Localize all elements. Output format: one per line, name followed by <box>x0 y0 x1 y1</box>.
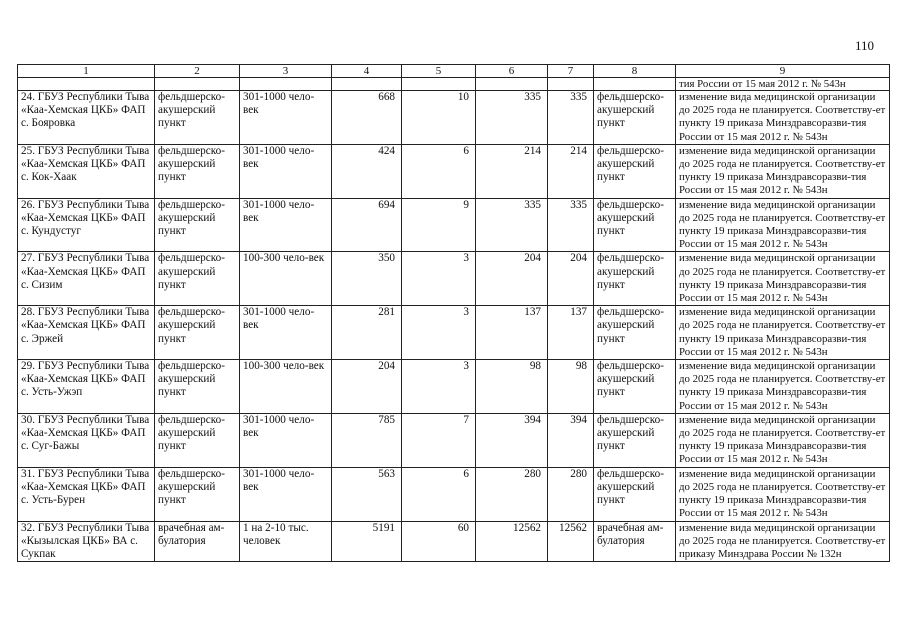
header-row <box>18 65 890 78</box>
cell-c4: 785 <box>332 413 402 467</box>
cell-c6: 137 <box>476 306 548 360</box>
table-row <box>18 467 890 521</box>
cell-c3: 301-1000 чело-век <box>240 413 332 467</box>
table-row <box>18 144 890 198</box>
cell-c1: 29. ГБУЗ Республики Тыва «Каа-Хемская ЦКБ» ФАП с. Усть-Ужэп <box>18 360 155 414</box>
cell-c4: 694 <box>332 198 402 252</box>
cell-c5: 7 <box>402 413 476 467</box>
facilities-table <box>17 64 890 562</box>
cell-c1: 32. ГБУЗ Республики Тыва «Кызылская ЦКБ» ВА с. Сукпак <box>18 521 155 562</box>
cell-c7: 214 <box>548 144 594 198</box>
cell-c5: 3 <box>402 306 476 360</box>
cell-c2: врачебная ам-булатория <box>155 521 240 562</box>
cell-c2: фельдшерско-акушерский пункт <box>155 198 240 252</box>
cell-c7: 12562 <box>548 521 594 562</box>
cell-c8: фельдшерско-акушерский пункт <box>594 144 676 198</box>
cell-c1: 25. ГБУЗ Республики Тыва «Каа-Хемская ЦКБ» ФАП с. Кок-Хаак <box>18 144 155 198</box>
cell-c1: 27. ГБУЗ Республики Тыва «Каа-Хемская ЦКБ» ФАП с. Сизим <box>18 252 155 306</box>
cell-c5: 6 <box>402 467 476 521</box>
cell-c8: фельдшерско-акушерский пункт <box>594 413 676 467</box>
cell-c8: фельдшерско-акушерский пункт <box>594 306 676 360</box>
cell-c4: 204 <box>332 360 402 414</box>
cell-c8: фельдшерско-акушерский пункт <box>594 467 676 521</box>
table-row <box>18 306 890 360</box>
cell-c7: 335 <box>548 198 594 252</box>
cell-c8: фельдшерско-акушерский пункт <box>594 91 676 145</box>
cell-c4: 281 <box>332 306 402 360</box>
column-header: 4 <box>332 65 402 78</box>
cell-c5: 3 <box>402 252 476 306</box>
cell-c3: 301-1000 чело-век <box>240 144 332 198</box>
cell-c9: изменение вида медицинской организации до 2025 года не планируется. Соответству-ет пункту 19 приказа Минздравсоразви-тия России от 15 мая 2012 г. № 543н <box>676 467 890 521</box>
cell-c7: 394 <box>548 413 594 467</box>
cell-c6: 214 <box>476 144 548 198</box>
cell-c5: 60 <box>402 521 476 562</box>
cell-c6: 335 <box>476 91 548 145</box>
table-row <box>18 198 890 252</box>
cell-c4: 5191 <box>332 521 402 562</box>
cell-c7: 204 <box>548 252 594 306</box>
cell-c1: 24. ГБУЗ Республики Тыва «Каа-Хемская ЦКБ» ФАП с. Бояровка <box>18 91 155 145</box>
cell-c3: 1 на 2-10 тыс. человек <box>240 521 332 562</box>
table-row <box>18 521 890 562</box>
cell-c4: 350 <box>332 252 402 306</box>
cell-c1: 28. ГБУЗ Республики Тыва «Каа-Хемская ЦКБ» ФАП с. Эржей <box>18 306 155 360</box>
cell-c1: 31. ГБУЗ Республики Тыва «Каа-Хемская ЦКБ» ФАП с. Усть-Бурен <box>18 467 155 521</box>
cell-c3: 100-300 чело-век <box>240 360 332 414</box>
cell-c7: 137 <box>548 306 594 360</box>
cell-c7: 335 <box>548 91 594 145</box>
cell-c3: 301-1000 чело-век <box>240 306 332 360</box>
column-header: 5 <box>402 65 476 78</box>
cell-c6: 335 <box>476 198 548 252</box>
cell-c5: 6 <box>402 144 476 198</box>
cell-c9: изменение вида медицинской организации до 2025 года не планируется. Соответству-ет приказу Минздрава России № 132н <box>676 521 890 562</box>
column-header: 3 <box>240 65 332 78</box>
cell-c9: изменение вида медицинской организации до 2025 года не планируется. Соответству-ет пункту 19 приказа Минздравсоразви-тия России от 15 мая 2012 г. № 543н <box>676 413 890 467</box>
cell-c8: фельдшерско-акушерский пункт <box>594 252 676 306</box>
cell-c7: 280 <box>548 467 594 521</box>
cell-c4: 424 <box>332 144 402 198</box>
cell-c6: 98 <box>476 360 548 414</box>
column-header: 9 <box>676 65 890 78</box>
cell-c4: 563 <box>332 467 402 521</box>
column-header: 6 <box>476 65 548 78</box>
cell-c8: фельдшерско-акушерский пункт <box>594 360 676 414</box>
cell-c5: 3 <box>402 360 476 414</box>
cell-c3: 301-1000 чело-век <box>240 467 332 521</box>
cell-c9: изменение вида медицинской организации до 2025 года не планируется. Соответству-ет пункту 19 приказа Минздравсоразви-тия России от 15 мая 2012 г. № 543н <box>676 360 890 414</box>
cell-c2: фельдшерско-акушерский пункт <box>155 144 240 198</box>
cell-c9: изменение вида медицинской организации до 2025 года не планируется. Соответству-ет пункту 19 приказа Минздравсоразви-тия России от 15 мая 2012 г. № 543н <box>676 252 890 306</box>
cell-c2: фельдшерско-акушерский пункт <box>155 306 240 360</box>
table-row <box>18 91 890 145</box>
cell-c2: фельдшерско-акушерский пункт <box>155 252 240 306</box>
cell-c6: 280 <box>476 467 548 521</box>
cell-c6: 394 <box>476 413 548 467</box>
column-header: 1 <box>18 65 155 78</box>
cell-c2: фельдшерско-акушерский пункт <box>155 360 240 414</box>
cell-c2: фельдшерско-акушерский пункт <box>155 467 240 521</box>
cell-c3: 301-1000 чело-век <box>240 198 332 252</box>
cell-c2: фельдшерско-акушерский пункт <box>155 413 240 467</box>
continuation-text: тия России от 15 мая 2012 г. № 543н <box>676 78 890 91</box>
cell-c9: изменение вида медицинской организации до 2025 года не планируется. Соответству-ет пункту 19 приказа Минздравсоразви-тия России от 15 мая 2012 г. № 543н <box>676 306 890 360</box>
cell-c1: 26. ГБУЗ Республики Тыва «Каа-Хемская ЦКБ» ФАП с. Кундустуг <box>18 198 155 252</box>
continuation-row <box>18 78 890 91</box>
cell-c3: 301-1000 чело-век <box>240 91 332 145</box>
cell-c5: 9 <box>402 198 476 252</box>
table-row <box>18 413 890 467</box>
cell-c5: 10 <box>402 91 476 145</box>
column-header: 8 <box>594 65 676 78</box>
column-header: 7 <box>548 65 594 78</box>
cell-c2: фельдшерско-акушерский пункт <box>155 91 240 145</box>
cell-c1: 30. ГБУЗ Республики Тыва «Каа-Хемская ЦКБ» ФАП с. Суг-Бажы <box>18 413 155 467</box>
cell-c9: изменение вида медицинской организации до 2025 года не планируется. Соответству-ет пункту 19 приказа Минздравсоразви-тия России от 15 мая 2012 г. № 543н <box>676 144 890 198</box>
cell-c6: 12562 <box>476 521 548 562</box>
cell-c6: 204 <box>476 252 548 306</box>
table-row <box>18 360 890 414</box>
cell-c8: врачебная ам-булатория <box>594 521 676 562</box>
column-header: 2 <box>155 65 240 78</box>
cell-c9: изменение вида медицинской организации до 2025 года не планируется. Соответству-ет пункту 19 приказа Минздравсоразви-тия России от 15 мая 2012 г. № 543н <box>676 198 890 252</box>
cell-c4: 668 <box>332 91 402 145</box>
cell-c3: 100-300 чело-век <box>240 252 332 306</box>
table-row <box>18 252 890 306</box>
cell-c9: изменение вида медицинской организации до 2025 года не планируется. Соответству-ет пункту 19 приказа Минздравсоразви-тия России от 15 мая 2012 г. № 543н <box>676 91 890 145</box>
cell-c8: фельдшерско-акушерский пункт <box>594 198 676 252</box>
cell-c7: 98 <box>548 360 594 414</box>
page-number: 110 <box>855 38 875 53</box>
